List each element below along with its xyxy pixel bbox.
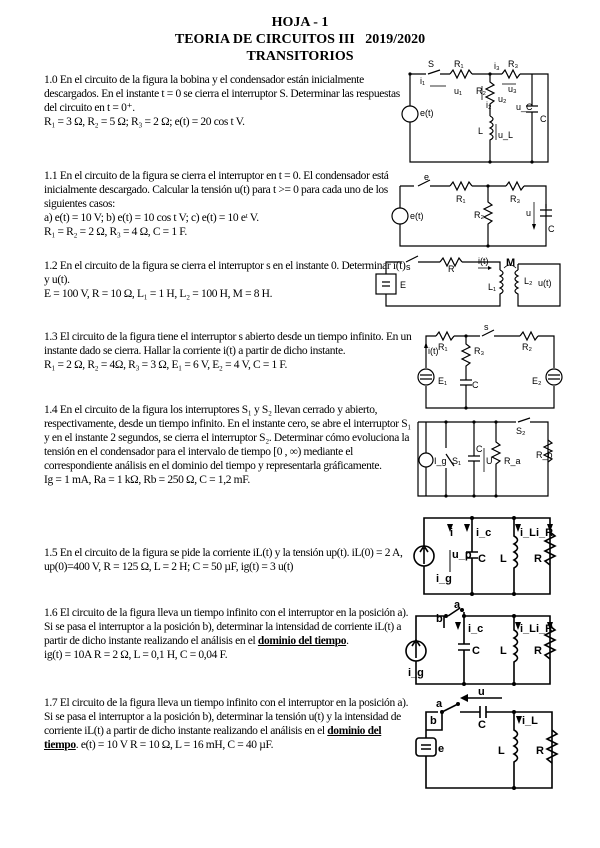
topic-title: TRANSITORIOS xyxy=(246,49,354,64)
label-i1: i₁ xyxy=(420,76,426,86)
label-S2: S₂ xyxy=(516,426,526,436)
subject-title: TEORIA DE CIRCUITOS III 2019/2020 xyxy=(174,32,426,47)
problem-1-2 xyxy=(44,259,412,301)
problem-data: E = 100 V, R = 10 Ω, L₁ = 1 H, L₂ = 100 H, M = 8 H. xyxy=(44,288,273,300)
label-R3: R₃ xyxy=(508,59,519,69)
label-it: i(t) xyxy=(478,256,489,266)
problem-statement: 1.6 El circuito de la figura lleva un tiempo infinito con el interruptor en la posición a). Si se pasa el interruptor a la posición b), determinar la intensidad de corriente iL(t) a partir de dicho instante realizando el análisis en el dominio del tiempo. xyxy=(44,607,409,647)
label-C: C xyxy=(548,224,555,234)
label-S1: S₁ xyxy=(452,456,462,466)
problem-cases: a) e(t) = 10 V; b) e(t) = 10 cos t V; c) e(t) = 10 eᵗ V. xyxy=(44,212,259,224)
label-C: C xyxy=(478,553,486,565)
label-L1: L₁ xyxy=(488,282,497,292)
label-u1: u₁ xyxy=(454,86,463,96)
domain-label: dominio del tiempo xyxy=(257,635,347,647)
problem-statement: 1.0 En el circuito de la figura la bobina y el condensador están inicialmente descargados. En el instante t = 0 se cierra el interruptor S. Determinar las respuestas del circuito en t = 0⁺. xyxy=(44,74,400,114)
label-e: e xyxy=(438,743,445,755)
label-i2: i₂ xyxy=(486,100,492,110)
label-L2: L₂ xyxy=(524,276,533,286)
label-C: C xyxy=(476,444,483,454)
label-s: s xyxy=(406,262,411,272)
label-uL: u_L xyxy=(498,130,514,140)
problem-data: Ig = 1 mA, Ra = 1 kΩ, Rb = 250 Ω, C = 1,2 mF. xyxy=(44,474,250,486)
label-it: i(t) xyxy=(428,346,439,356)
problem-data: ig(t) = 10A R = 2 Ω, L = 0,1 H, C = 0,04 F. xyxy=(44,649,228,661)
label-a: a xyxy=(454,599,461,611)
problem-1-1 xyxy=(44,169,412,239)
problem-1-7 xyxy=(44,696,412,752)
label-b: b xyxy=(430,715,437,727)
label-E2: E₂ xyxy=(532,376,542,386)
circuit-figure-1-7 xyxy=(412,686,560,792)
label-u2: u₂ xyxy=(498,94,507,104)
label-uC: u_C xyxy=(516,102,533,112)
label-s: s xyxy=(484,322,489,332)
problem-1-6 xyxy=(44,606,412,662)
problem-1-5 xyxy=(44,546,412,574)
problem-data: R₁ = R₂ = 2 Ω, R₃ = 4 Ω, C = 1 F. xyxy=(44,226,187,238)
problem-statement: 1.7 El circuito de la figura lleva un tiempo infinito con el interruptor en la posición a). Si se pasa el interruptor a la posición b), determinar la tensión u(t) y la intensidad de corriente iL(t) a partir de dicho instante realizando el análisis en el dominio del tiempo. e(t) = 10 V R = 10 Ω, L = 16 mH, C = 40 µF. xyxy=(44,697,409,751)
label-et: e(t) xyxy=(420,108,434,118)
label-R: R xyxy=(534,553,542,565)
label-R2: R₂ xyxy=(476,86,486,96)
label-iL: i_L xyxy=(520,623,536,635)
problem-statement: 1.3 El circuito de la figura tiene el interruptor s abierto desde un tiempo infinito. En un instante dado se cierra. Hallar la corriente i(t) a partir de dicho instante. xyxy=(44,331,412,357)
label-et: e(t) xyxy=(410,211,424,221)
label-C: C xyxy=(472,380,479,390)
statement-text: 1.7 El circuito de la figura lleva un tiempo infinito con el interruptor en la posición a). Si se pasa el interruptor a la posición b), determinar la tensión u(t) y la intensidad de corriente iL(t) a partir de dicho instante realizando el análisis en el xyxy=(44,697,409,737)
circuit-figure-1-1 xyxy=(396,172,558,250)
label-R1: R₁ xyxy=(456,194,466,204)
label-iR: i_R xyxy=(536,527,554,539)
label-e: e xyxy=(424,172,430,182)
label-E: E xyxy=(400,280,407,290)
problem-1-0 xyxy=(44,73,412,129)
label-ig: i_g xyxy=(436,573,452,585)
label-ig: i_g xyxy=(408,667,424,679)
label-ic: i_c xyxy=(468,623,484,635)
label-C: C xyxy=(540,114,547,124)
label-R: R xyxy=(536,745,544,757)
label-L: L xyxy=(498,745,505,757)
label-iR: i_R xyxy=(536,623,554,635)
label-R2: R₂ xyxy=(522,342,532,352)
label-R2: R₂ xyxy=(474,210,484,220)
label-ut: u(t) xyxy=(538,278,552,288)
problem-1-3 xyxy=(44,330,412,372)
label-i3: i₃ xyxy=(494,61,500,71)
label-U: U xyxy=(486,456,493,466)
label-u3: u₃ xyxy=(508,84,517,94)
label-Ra: R_a xyxy=(504,456,521,466)
label-R3: R₃ xyxy=(510,194,521,204)
domain-label: dominio del tiempo xyxy=(44,725,382,751)
label-a: a xyxy=(436,698,443,710)
statement-text: 1.6 El circuito de la figura lleva un tiempo infinito con el interruptor en la posición a). Si se pasa el interruptor a la posición b), determinar la intensidad de corriente iL(t) a partir de dicho instante realizando el análisis en el xyxy=(44,607,409,647)
label-iL: i_L xyxy=(522,715,538,727)
problem-statement: 1.4 En el circuito de la figura los interruptores S₁ y S₂ llevan cerrado y abierto, respectivamente, desde un tiempo infinito. En el instante cero, se abre el interruptor S₁ y en el instante 2 segundos, se cierra el interruptor S₂. Determinar cómo evoluciona la tensión en el condensador para el intervalo de tiempo [0 , ∞) mediante el correspondiente análisis en el dominio del tiempo y representarla gráficamente. xyxy=(44,404,411,472)
label-L: L xyxy=(500,645,507,657)
label-iL: i_L xyxy=(520,527,536,539)
label-up: u_p xyxy=(452,549,472,561)
problem-data: e(t) = 10 V R = 10 Ω, L = 16 mH, C = 40 µF. xyxy=(80,739,274,751)
label-i: i xyxy=(450,527,454,539)
label-R: R xyxy=(448,264,455,274)
label-R1: R₁ xyxy=(454,59,464,69)
label-R1: R₁ xyxy=(438,342,448,352)
label-u: u xyxy=(478,686,485,698)
circuit-figure-1-6 xyxy=(408,599,560,688)
circuit-figure-1-3 xyxy=(414,322,566,412)
label-b: b xyxy=(436,613,443,625)
sheet-title: HOJA - 1 xyxy=(271,15,329,30)
label-ic: i_c xyxy=(476,527,492,539)
label-R3: R₃ xyxy=(474,346,485,356)
label-Rb: R_b xyxy=(536,450,553,460)
problem-data: R₁ = 2 Ω, R₂ = 4Ω, R₃ = 3 Ω, E₁ = 6 V, E₂ = 4 V, C = 1 F. xyxy=(44,359,288,371)
label-E1: E₁ xyxy=(438,376,448,386)
problem-1-4 xyxy=(44,403,412,487)
problem-data: R₁ = 3 Ω, R₂ = 5 Ω; R₃ = 2 Ω; e(t) = 20 cos t V. xyxy=(44,116,245,128)
problem-statement: 1.2 En el circuito de la figura se cierra el interruptor s en el instante 0. Determinar i(t) y u(t). xyxy=(44,260,406,286)
problem-statement: 1.1 En el circuito de la figura se cierra el interruptor en t = 0. El condensador está inicialmente descargado. Calcular la tensión u(t) para t >= 0 para cada uno de los siguientes casos: xyxy=(44,170,389,210)
label-R: R xyxy=(534,645,542,657)
problem-statement: 1.5 En el circuito de la figura se pide la corriente iL(t) y la tensión up(t). iL(0) = 2 A, up(0)=400 V, R = 125 Ω, L = 2 H; C = 50 µF, ig(t) = 3 u(t) xyxy=(44,547,403,573)
circuit-figure-1-2 xyxy=(378,254,566,312)
circuit-figure-1-5 xyxy=(408,512,560,598)
label-S: S xyxy=(428,59,435,69)
label-M: M xyxy=(506,257,516,269)
label-C: C xyxy=(478,719,486,731)
circuit-figure-1-4 xyxy=(412,418,560,500)
label-u: u xyxy=(526,208,532,218)
label-L: L xyxy=(478,126,484,136)
label-C: C xyxy=(472,645,480,657)
label-L: L xyxy=(500,553,507,565)
circuit-figure-1-0 xyxy=(398,58,558,166)
label-Ig: I_g xyxy=(434,456,447,466)
